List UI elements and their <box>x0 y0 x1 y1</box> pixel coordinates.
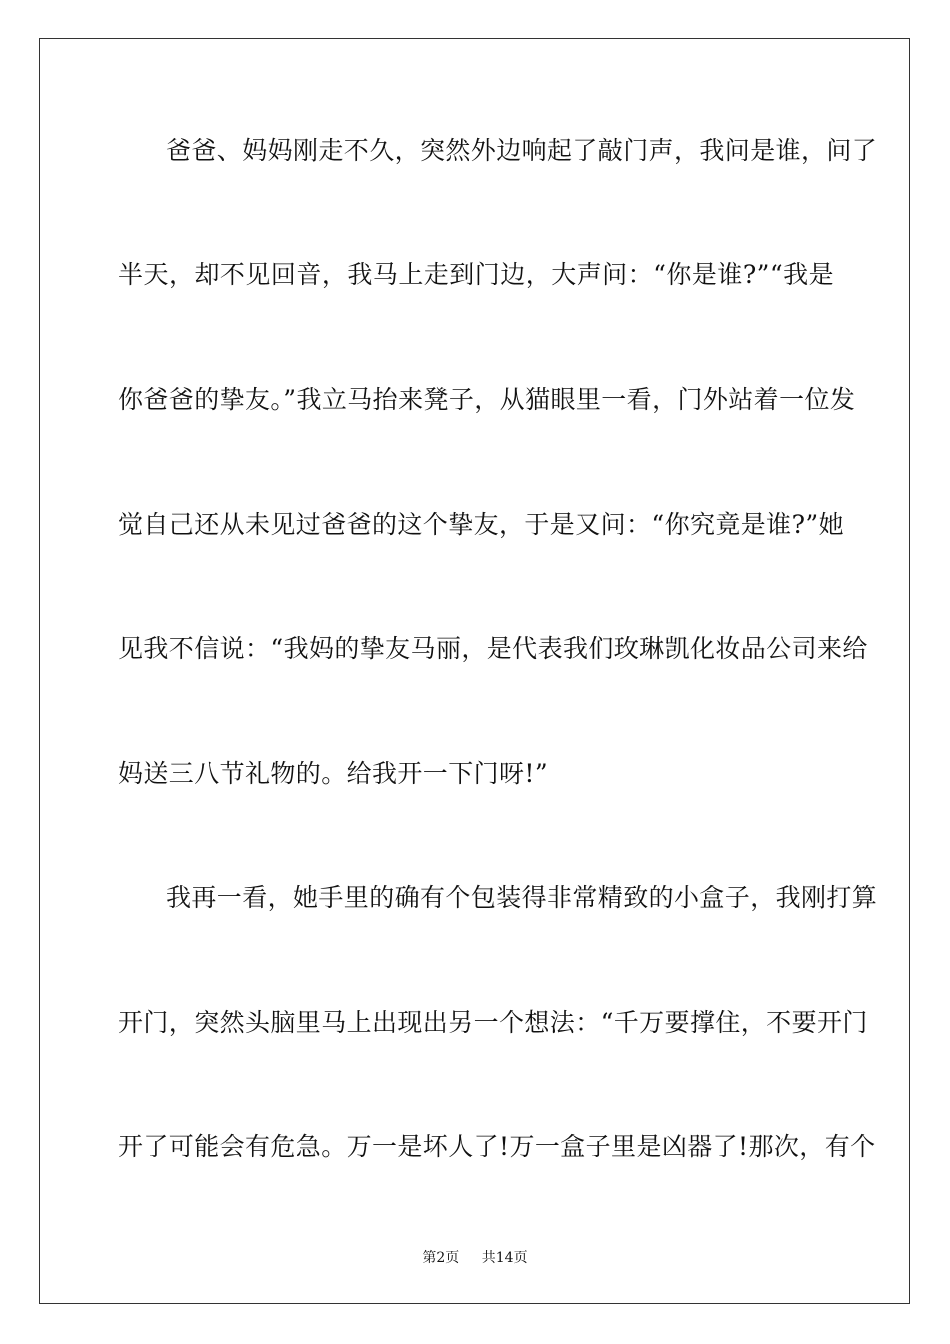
page-footer <box>0 1249 950 1267</box>
paragraph-1-line-2: 半天，却不见回音，我马上走到门边，大声问：“你是谁?”“我是 <box>118 260 834 289</box>
paragraph-2-line-3: 开了可能会有危急。万一是坏人了!万一盒子里是凶器了!那次，有个 <box>118 1132 876 1161</box>
page-total: 共14页 <box>481 1250 528 1266</box>
page-number: 第2页 <box>422 1250 460 1266</box>
paragraph-1-line-1: 爸爸、妈妈刚走不久，突然外边响起了敲门声，我问是谁，问了 <box>166 136 878 165</box>
paragraph-1-line-4: 觉自己还从未见过爸爸的这个挚友，于是又问：“你究竟是谁?”她 <box>118 510 844 539</box>
paragraph-2-line-2: 开门，突然头脑里马上出现出另一个想法：“千万要撑住，不要开门 <box>118 1008 868 1037</box>
paragraph-1-line-6: 妈送三八节礼物的。给我开一下门呀!” <box>118 759 549 788</box>
paragraph-1-line-5: 见我不信说：“我妈的挚友马丽，是代表我们玫琳凯化妆品公司来给 <box>118 634 868 663</box>
page-border <box>39 38 910 1304</box>
paragraph-1-line-3: 你爸爸的挚友。”我立马抬来凳子，从猫眼里一看，门外站着一位发 <box>118 385 856 414</box>
paragraph-2-line-1: 我再一看，她手里的确有个包装得非常精致的小盒子，我刚打算 <box>166 883 878 912</box>
